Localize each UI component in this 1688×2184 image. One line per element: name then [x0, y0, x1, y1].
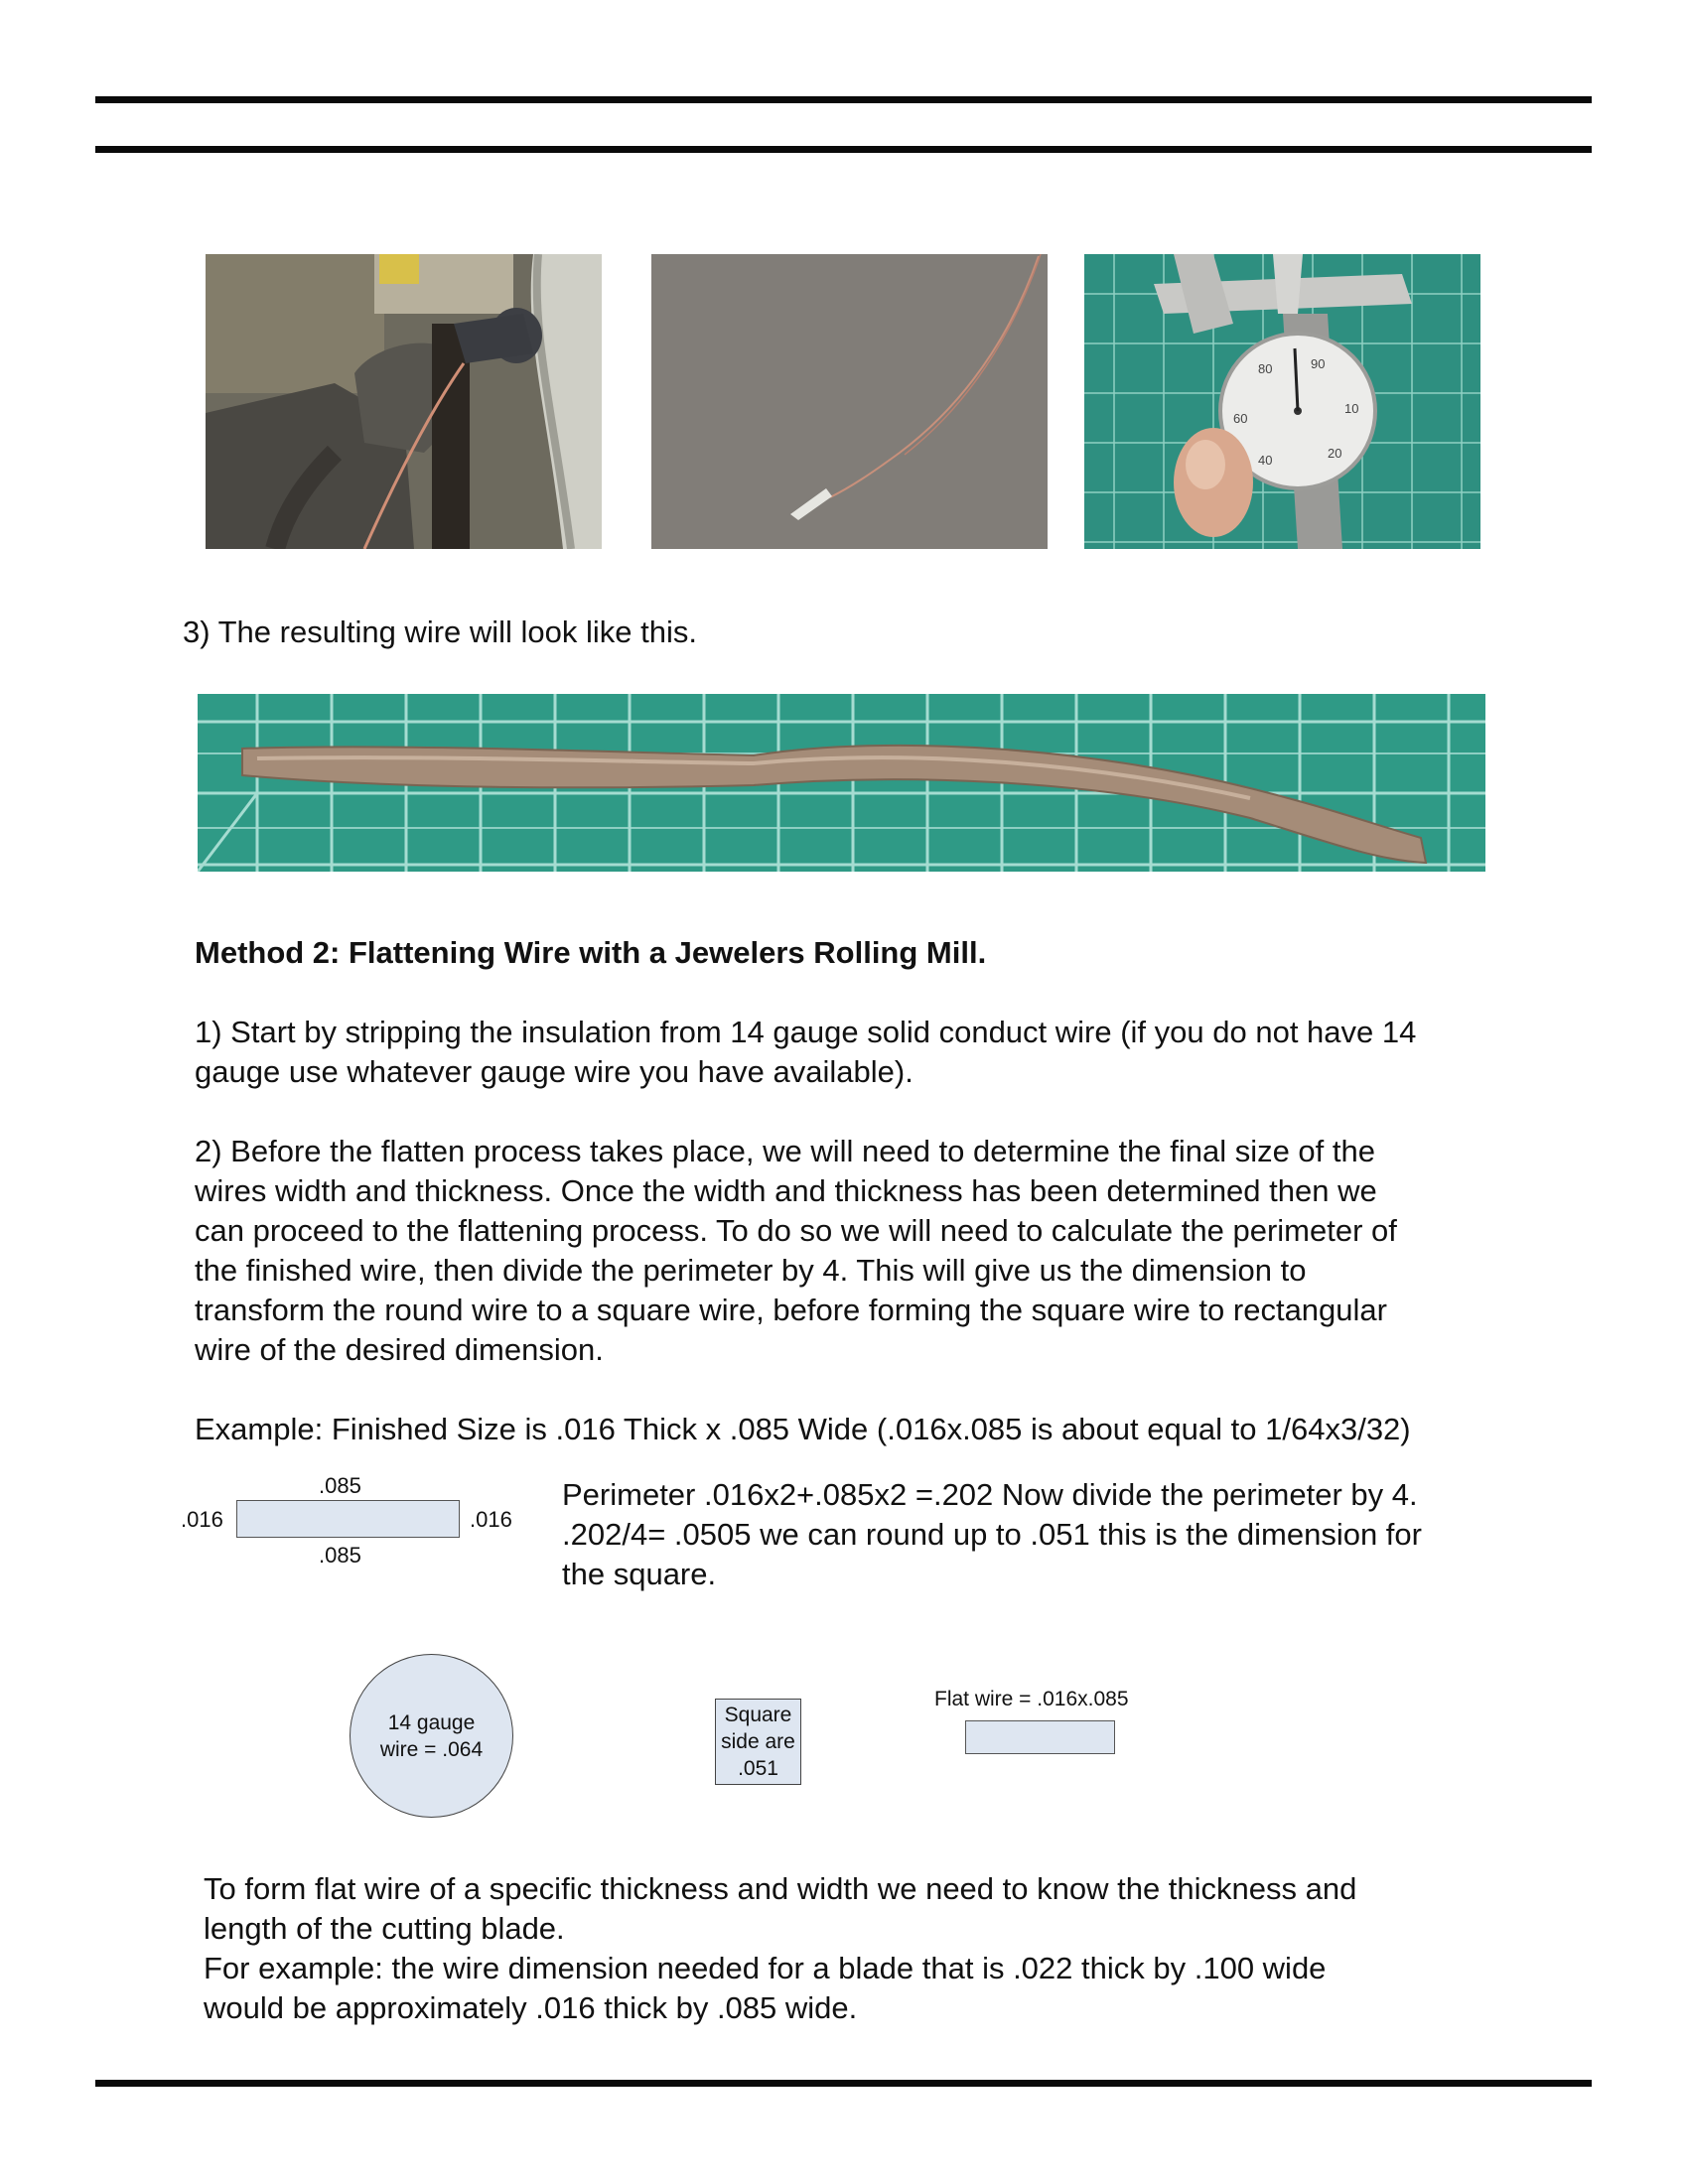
closing-line-4: would be approximately .016 thick by .085 wide. — [204, 1990, 858, 2025]
square-wire-label: Square side are .051 — [721, 1704, 795, 1780]
flat-wire-rectangle — [965, 1720, 1115, 1754]
round-wire-label: 14 gauge wire = .064 — [379, 1710, 484, 1761]
closing-line-3: For example: the wire dimension needed for a blade that is .022 thick by .100 wide — [204, 1951, 1327, 1985]
closing-line-1: To form flat wire of a specific thickness and width we need to know the thickness and — [204, 1871, 1357, 1906]
step2-line-6: wire of the desired dimension. — [195, 1332, 604, 1367]
diagram-left-label: .016 — [181, 1507, 223, 1532]
photo-wire-flattened — [651, 254, 1048, 549]
perimeter-line-1: Perimeter .016x2+.085x2 =.202 Now divide the perimeter by 4. — [562, 1477, 1418, 1512]
step2-line-5: transform the round wire to a square wire, before forming the square wire to rectangular — [195, 1293, 1387, 1327]
example-text: Example: Finished Size is .016 Thick x .085 Wide (.016x.085 is about equal to 1/64x3/32) — [195, 1412, 1411, 1446]
diagram-right-label: .016 — [470, 1507, 512, 1532]
finished-wire-rectangle — [236, 1500, 460, 1538]
step3-text: 3) The resulting wire will look like this. — [183, 614, 698, 649]
diagram-top-label: .085 — [319, 1473, 361, 1498]
diagram-bottom-label: .085 — [319, 1543, 361, 1568]
flat-wire-label: Flat wire = .016x.085 — [934, 1688, 1129, 1710]
perimeter-line-2: .202/4= .0505 we can round up to .051 this is the dimension for — [562, 1517, 1422, 1552]
round-wire-circle — [350, 1654, 513, 1818]
photo-hammer-vise — [206, 254, 602, 549]
top-rule-2 — [95, 146, 1592, 153]
svg-text:20: 20 — [1328, 446, 1342, 461]
square-wire-box — [715, 1699, 801, 1785]
closing-line-2: length of the cutting blade. — [204, 1911, 565, 1946]
step2-line-2: wires width and thickness. Once the width and thickness has been determined then we — [195, 1173, 1377, 1208]
step1-line-1: 1) Start by stripping the insulation from 14 gauge solid conduct wire (if you do not have 14 — [195, 1015, 1417, 1049]
method2-heading: Method 2: Flattening Wire with a Jewelers Rolling Mill. — [195, 935, 987, 970]
step2-line-3: can proceed to the flattening process. To do so we will need to calculate the perimeter of — [195, 1213, 1397, 1248]
photo-dial-caliper — [1084, 254, 1480, 549]
svg-text:40: 40 — [1258, 453, 1273, 468]
top-rule-1 — [95, 96, 1592, 103]
photo-resulting-wire — [198, 694, 1485, 872]
step2-line-4: the finished wire, then divide the perimeter by 4. This will give us the dimension to — [195, 1253, 1307, 1288]
step1-line-2: gauge use whatever gauge wire you have available). — [195, 1054, 914, 1089]
step2-line-1: 2) Before the flatten process takes place, we will need to determine the final size of the — [195, 1134, 1375, 1168]
svg-text:10: 10 — [1344, 401, 1359, 416]
svg-text:60: 60 — [1233, 411, 1248, 426]
bottom-rule — [95, 2080, 1592, 2087]
svg-text:90: 90 — [1311, 356, 1326, 371]
perimeter-line-3: the square. — [562, 1557, 717, 1591]
svg-text:80: 80 — [1258, 361, 1273, 376]
